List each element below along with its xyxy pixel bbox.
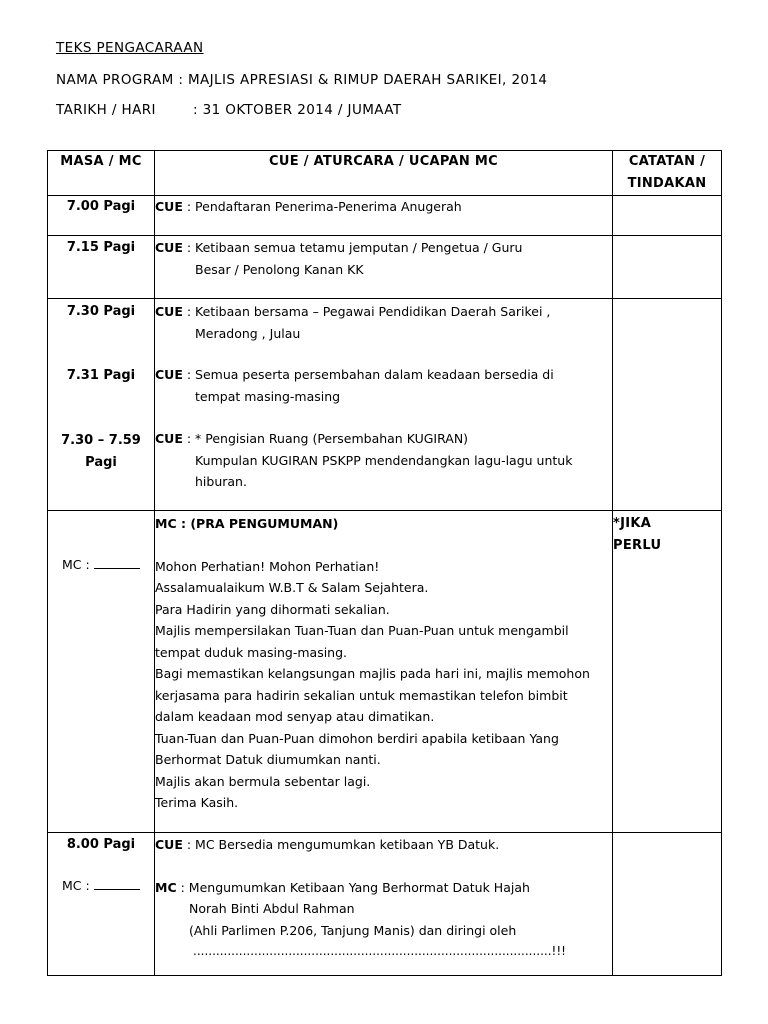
- date-value: : 31 OKTOBER 2014 / JUMAAT: [193, 102, 402, 118]
- mc-label: MC :: [62, 557, 90, 572]
- program-table: [47, 150, 722, 976]
- mc-text-cont: (Ahli Parlimen P.206, Tanjung Manis) dan diringi oleh: [189, 922, 517, 938]
- header-catatan-line2: TINDAKAN: [627, 176, 707, 191]
- mc-blank-line: [48, 556, 154, 574]
- table-row: [48, 833, 722, 976]
- mc-line: Mohon Perhatian! Mohon Perhatian!: [155, 558, 380, 574]
- cue-text-cont: Meradong , Julau: [195, 325, 301, 341]
- row-note: [613, 511, 722, 833]
- mc-line: Bagi memastikan kelangsungan majlis pada hari ini, majlis memohon: [155, 666, 590, 681]
- header-catatan-line1: CATATAN /: [628, 154, 706, 169]
- cue-text-cont: hiburan.: [195, 474, 247, 489]
- cue-label: CUE: [155, 240, 183, 255]
- date-line: [56, 102, 402, 118]
- cue-text: : Ketibaan semua tetamu jemputan / Pengetua / Guru: [186, 240, 523, 255]
- mc-label-bold: MC: [155, 879, 177, 895]
- mc-line: Majlis mempersilakan Tuan-Tuan dan Puan-Puan untuk mengambil: [155, 623, 569, 638]
- cue-label: CUE: [155, 304, 183, 319]
- mc-line: tempat duduk masing-masing.: [155, 644, 348, 660]
- time-c: 7.30 – 7.59: [61, 433, 141, 448]
- time-b: 7.31 Pagi: [66, 368, 136, 383]
- row-content: [155, 833, 613, 976]
- program-name: NAMA PROGRAM : MAJLIS APRESIASI & RIMUP DAERAH SARIKEI, 2014: [56, 72, 548, 88]
- cue-label: CUE: [155, 431, 183, 446]
- row-time: 7.00 Pagi: [48, 196, 155, 236]
- time-label: 8.00 Pagi: [66, 837, 136, 852]
- note-line2: PERLU: [613, 538, 662, 553]
- row-content: [155, 511, 613, 833]
- document-title-text: TEKS PENGACARAAN: [56, 40, 204, 56]
- cue-label: CUE: [155, 199, 183, 214]
- mc-line: Para Hadirin yang dihormati sekalian.: [155, 601, 390, 617]
- date-label: TARIKH / HARI: [56, 102, 156, 118]
- row-content: [155, 236, 613, 299]
- table-row: [48, 196, 722, 236]
- mc-text-cont: Norah Binti Abdul Rahman: [189, 901, 355, 916]
- row-time: [48, 833, 155, 976]
- cue-text: : Ketibaan bersama – Pegawai Pendidikan Daerah Sarikei ,: [186, 304, 551, 319]
- mc-line: Berhormat Datuk diumumkan nanti.: [155, 752, 381, 767]
- time-c2: Pagi: [85, 455, 117, 470]
- header-cue: CUE / ATURCARA / UCAPAN MC: [155, 151, 613, 196]
- mc-label: MC :: [62, 878, 90, 893]
- note-line1: *JIKA: [613, 516, 652, 531]
- header-masa-mc: MASA / MC: [48, 151, 155, 196]
- mc-heading: MC : (PRA PENGUMUMAN): [155, 516, 339, 531]
- table-header-row: [48, 151, 722, 196]
- row-content: [155, 196, 613, 236]
- row-note: [613, 196, 722, 236]
- table-row: [48, 236, 722, 299]
- cue-text: : MC Bersedia mengumumkan ketibaan YB Datuk.: [186, 837, 500, 852]
- mc-blank-line: [48, 877, 154, 895]
- dotted-line: ..............................................................................................!!!: [193, 944, 566, 958]
- document-title: [56, 40, 204, 56]
- cue-label: CUE: [155, 367, 183, 382]
- cue-label: CUE: [155, 837, 183, 852]
- mc-line: Terima Kasih.: [155, 795, 239, 810]
- cue-text-cont: tempat masing-masing: [195, 388, 341, 404]
- table-row: [48, 299, 722, 511]
- row-note: [613, 236, 722, 299]
- cue-text-cont: Besar / Penolong Kanan KK: [195, 261, 364, 277]
- mc-line: kerjasama para hadirin sekalian untuk memastikan telefon bimbit: [155, 687, 568, 703]
- mc-blank: [94, 877, 140, 890]
- time-a: 7.30 Pagi: [66, 304, 136, 319]
- mc-line: Tuan-Tuan dan Puan-Puan dimohon berdiri apabila ketibaan Yang: [155, 730, 559, 746]
- cue-text: : Pendaftaran Penerima-Penerima Anugerah: [186, 199, 462, 214]
- row-note: [613, 299, 722, 511]
- header-catatan: [613, 151, 722, 196]
- mc-line: Majlis akan bermula sebentar lagi.: [155, 773, 371, 789]
- row-time: [48, 299, 155, 511]
- mc-line: Assalamualaikum W.B.T & Salam Sejahtera.: [155, 580, 429, 595]
- row-time: 7.15 Pagi: [48, 236, 155, 299]
- cue-text: : * Pengisian Ruang (Persembahan KUGIRAN): [186, 431, 469, 446]
- row-time: [48, 511, 155, 833]
- row-content: [155, 299, 613, 511]
- cue-text-cont: Kumpulan KUGIRAN PSKPP mendendangkan lagu-lagu untuk: [195, 452, 573, 468]
- table-row: [48, 511, 722, 833]
- row-note: [613, 833, 722, 976]
- mc-text: : Mengumumkan Ketibaan Yang Berhormat Datuk Hajah: [180, 879, 530, 895]
- mc-blank: [94, 556, 140, 569]
- cue-text: : Semua peserta persembahan dalam keadaan bersedia di: [186, 367, 554, 382]
- mc-line: dalam keadaan mod senyap atau dimatikan.: [155, 709, 435, 724]
